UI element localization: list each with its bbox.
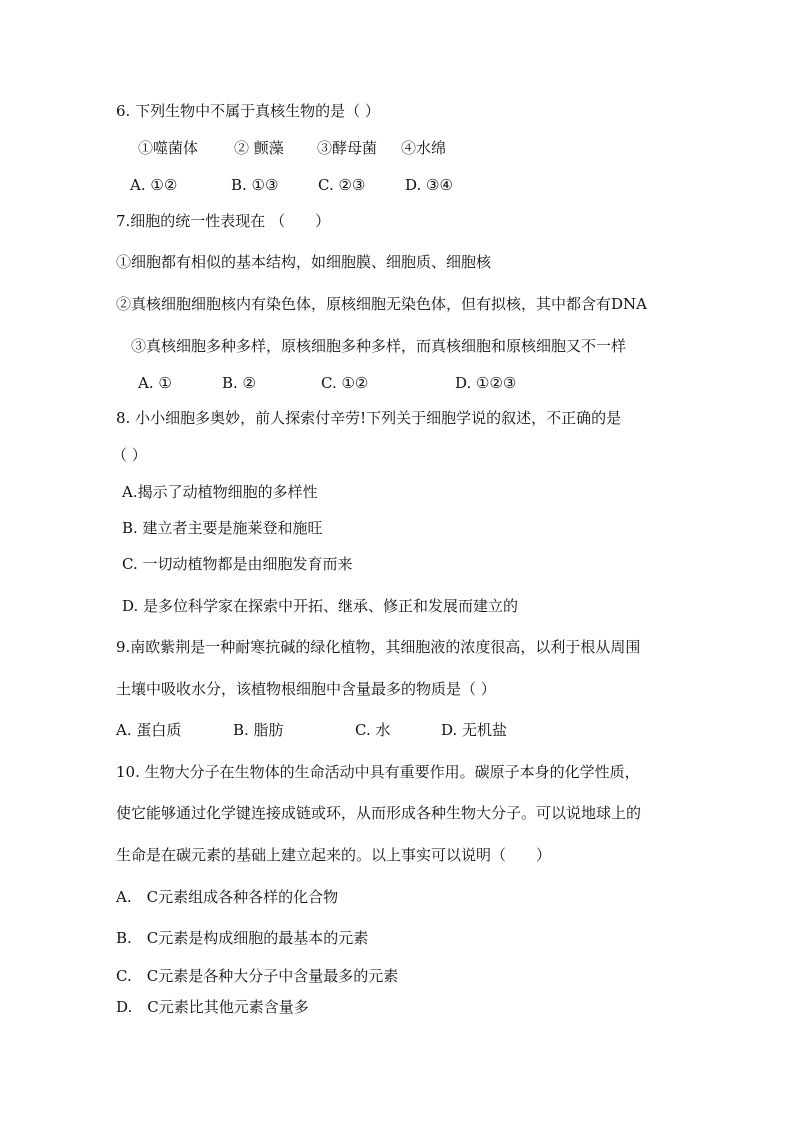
q6-item-3: ③酵母菌 <box>317 139 378 157</box>
q6-item-4: ④水绵 <box>401 139 447 157</box>
q8-option-a: A.揭示了动植物细胞的多样性 <box>122 483 318 501</box>
q10-option-b: B. C元素是构成细胞的最基本的元素 <box>116 929 369 947</box>
q9-option-d: D. 无机盐 <box>441 721 508 739</box>
q9-option-c: C. 水 <box>355 721 391 739</box>
q10-option-c: C. C元素是各种大分子中含量最多的元素 <box>116 967 399 985</box>
q9-stem-line-1: 9.南欧紫荆是一种耐寒抗碱的绿化植物，其细胞液的浓度很高，以利于根从周围 <box>116 638 641 656</box>
q6-items <box>138 138 446 158</box>
q7-options <box>138 373 516 393</box>
q7-option-d: D. ①②③ <box>455 374 517 392</box>
q7-option-a: A. ① <box>138 374 172 392</box>
q9-option-b: B. 脂肪 <box>233 721 284 739</box>
q7-option-b: B. ② <box>222 374 257 392</box>
q7-statement-2: ②真核细胞细胞核内有染色体，原核细胞无染色体，但有拟核，其中都含有DNA <box>116 295 647 313</box>
q8-option-d: D. 是多位科学家在探索中开拓、继承、修正和发展而建立的 <box>122 597 519 615</box>
q9-stem-line-2: 土壤中吸收水分，该植物根细胞中含量最多的物质是（ ） <box>116 680 496 698</box>
q10-stem-line-3: 生命是在碳元素的基础上建立起来的。以上事实可以说明（ ） <box>116 846 552 864</box>
q6-option-b: B. ①③ <box>231 176 279 194</box>
q10-option-d: D. C元素比其他元素含量多 <box>116 998 309 1016</box>
q8-stem: 8. 小小细胞多奥妙，前人探索付辛劳!下列关于细胞学说的叙述，不正确的是 <box>116 409 622 427</box>
q10-option-a: A. C元素组成各种各样的化合物 <box>116 888 339 906</box>
q6-item-1: ①噬菌体 <box>138 139 199 157</box>
q9-option-a: A. 蛋白质 <box>116 721 182 739</box>
q6-option-a: A. ①② <box>130 176 178 194</box>
q7-stem: 7.细胞的统一性表现在 （ ） <box>116 212 331 230</box>
q6-item-2: ② 颤藻 <box>234 139 284 157</box>
q8-paren: （ ） <box>112 446 147 464</box>
q8-option-b: B. 建立者主要是施莱登和施旺 <box>122 519 323 537</box>
q7-option-c: C. ①② <box>321 374 369 392</box>
q7-statement-1: ①细胞都有相似的基本结构，如细胞膜、细胞质、细胞核 <box>116 253 492 271</box>
q8-option-c: C. 一切动植物都是由细胞发育而来 <box>122 555 353 573</box>
q6-stem: 6. 下列生物中不属于真核生物的是（ ） <box>116 102 380 120</box>
q10-stem-line-2: 使它能够通过化学键连接成链或环，从而形成各种生物大分子。可以说地球上的 <box>116 804 642 822</box>
q10-stem-line-1: 10. 生物大分子在生物体的生命活动中具有重要作用。碳原子本身的化学性质， <box>116 763 640 781</box>
q6-options <box>130 175 453 195</box>
q6-option-d: D. ③④ <box>405 176 453 194</box>
q6-option-c: C. ②③ <box>318 176 366 194</box>
q9-options <box>116 720 507 740</box>
q7-statement-3: ③真核细胞多种多样，原核细胞多种多样，而真核细胞和原核细胞又不一样 <box>131 337 627 355</box>
